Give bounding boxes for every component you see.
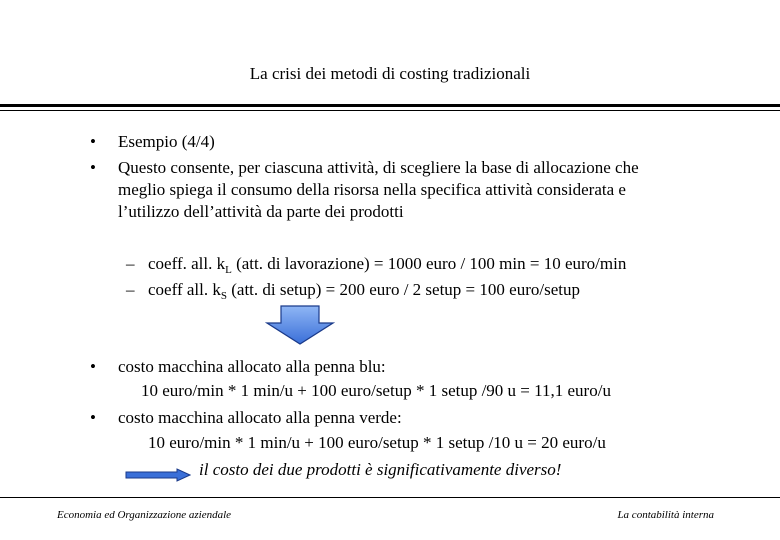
cost-blue-label: costo macchina allocato alla penna blu: [118,357,386,376]
example-heading: Esempio (4/4) [118,132,215,151]
description-line-2: meglio spiega il consumo della risorsa nella specifica attività considerata e [118,180,626,199]
bullet-marker: • [90,357,96,376]
cost-green-label: costo macchina allocato alla penna verde: [118,408,402,427]
footer-course: Economia ed Organizzazione aziendale [57,509,232,521]
cost-blue-formula: 10 euro/min * 1 min/u + 100 euro/setup * 1 setup /90 u = 11,1 euro/u [141,381,611,400]
dash-marker: – [126,280,135,299]
description-line-1: Questo consente, per ciascuna attività, di scegliere la base di allocazione che [118,158,639,177]
bullet-marker: • [90,408,96,427]
coefficient-kl-subscript: L [225,264,232,276]
footer-topic: La contabilità interna [617,509,714,521]
header-rule-thick [0,104,780,107]
coefficient-kl-suffix: (att. di lavorazione) = 1000 euro / 100 min = 10 euro/min [231,254,627,273]
bullet-marker: • [90,132,96,151]
bullet-marker: • [90,158,96,177]
coefficient-ks-line [148,279,580,303]
coefficient-ks-subscript: S [220,290,227,302]
dash-marker: – [126,254,135,273]
right-arrow-icon [125,468,191,482]
slide-title: La crisi dei metodi di costing tradizionali [249,64,531,83]
description-line-3: l’utilizzo dell’attività da parte dei prodotti [118,202,404,221]
header-rule-thin [0,110,780,111]
conclusion-text: il costo dei due prodotti è significativamente diverso! [199,460,562,479]
coefficient-kl-line [148,253,626,277]
coefficient-kl-prefix: coeff. all. k [148,254,226,273]
coefficient-ks-suffix: (att. di setup) = 200 euro / 2 setup = 100 euro/setup [226,280,580,299]
footer-rule [0,497,780,498]
down-arrow-icon [265,305,335,345]
cost-green-formula: 10 euro/min * 1 min/u + 100 euro/setup * 1 setup /10 u = 20 euro/u [148,433,606,452]
coefficient-ks-prefix: coeff all. k [148,280,221,299]
